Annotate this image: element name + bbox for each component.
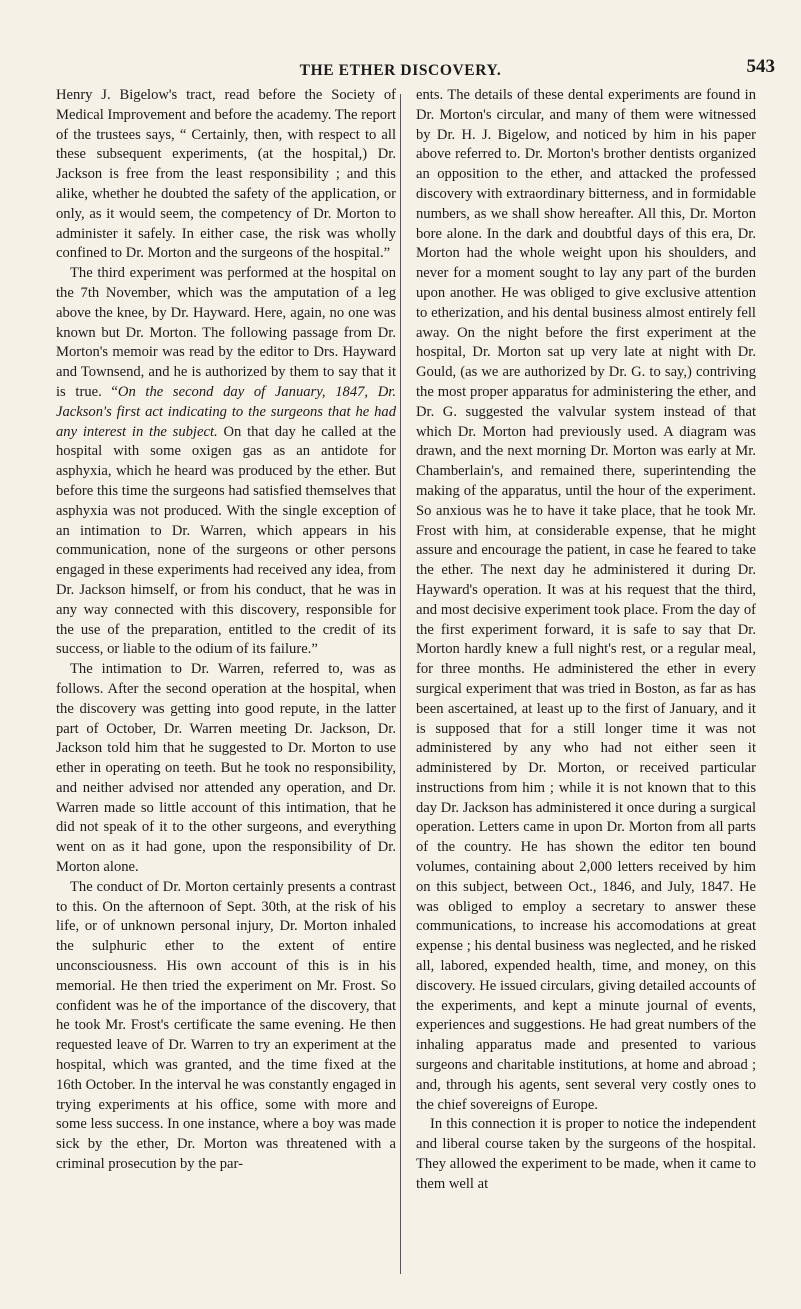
paragraph: In this connection it is proper to notice the independent and liberal course taken by the surgeons of the hospital. They allowed the experiment to be made, when it came to them well at bbox=[416, 1116, 756, 1192]
paragraph: The intimation to Dr. Warren, referred to, was as follows. After the second operation at the hospital, when the discovery was getting into good repute, in the latter part of October, Dr. Warren meeting Dr. Jackson, Dr. Jackson told him that he suggested to Dr. Morton to use ether in operating on teeth. But he took no responsibility, and neither advised nor attended any operation, and Dr. Warren made so little account of this intimation, that he did not speak of it to the other surgeons, and everything went on as it had gone, upon the responsibility of Dr. Morton alone. bbox=[56, 661, 396, 876]
paragraph: The conduct of Dr. Morton certainly presents a contrast to this. On the afternoon of Sept. 30th, at the risk of his life, or of unknown personal injury, Dr. Morton inhaled the sulphuric ether to the extent of entire unconsciousness. His own account of this is in his memorial. He then tried the experiment on Mr. Frost. So confident was he of the importance of the discovery, that he took Mr. Frost's certificate the same evening. He then requested leave of Dr. Warren to try an experiment at the hospital, which was granted, and the time fixed at the 16th October. In the interval he was constantly engaged in trying experiments at his office, some with more and some less success. In one instance, where a boy was made sick by the ether, Dr. Morton was threatened with a criminal prosecution by the par- bbox=[56, 878, 396, 1173]
left-column bbox=[56, 86, 396, 1296]
paragraph: ents. The details of these dental experiments are found in Dr. Morton's circular, and many of them were witnessed by Dr. H. J. Bigelow, and noticed by him in his paper above referred to. Dr. Morton's brother dentists organized an opposition to the ether, and attacked the professed discovery with extraordinary bitterness, and in formidable numbers, as we shall show hereafter. All this, Dr. Morton bore alone. In the dark and doubtful days of this era, Dr. Morton had the whole weight upon his shoulders, and never for a moment sought to lay any part of the burden upon another. He was obliged to give exclusive attention to etherization, and his dental business almost entirely fell away. On the night before the first experiment at the hospital, Dr. Morton sat up very late at night with Dr. Gould, (as we are authorized by Dr. G. to say,) contriving the most proper apparatus for administering the ether, and Dr. G. suggested the valvular system instead of that which Dr. Morton had previously used. A diagram was drawn, and the next morning Dr. Morton was early at Mr. Chamberlain's, and remained there, superintending the making of the apparatus, until the hour of the experiment. So anxious was he to have it take place, that he took Mr. Frost with him, at considerable expense, that he might assure and encourage the patient, in case he feared to take the ether. The next day he administered it during Dr. Hayward's operation. It was at his request that the third, and most decisive experiment took place. From the day of the first experiment forward, it is safe to say that Dr. Morton hardly knew a full night's rest, or a regular meal, for three months. He administered the ether in every surgical experiment that was tried in Boston, as far as has been ascertained, at least up to the first of January, and it is supposed that for a still longer time it was not administered by any who had not either seen it administered by Dr. Morton, or received particular instructions from him ; while it is not known that to this day Dr. Jackson has administered it once during a surgical operation. Letters came in upon Dr. Morton from all parts of the country. He has shown the editor ten bound volumes, containing about 2,000 letters received by him on this subject, between Oct., 1846, and July, 1847. He was obliged to employ a secretary to answer these communications, to increase his accomodations at great expense ; his dental business was neglected, and he risked all, labored, expended health, time, and money, on this discovery. He issued circulars, giving detailed accounts of the experiments, and kept a minute journal of events, experiences and suggestions. He had great numbers of the inhaling apparatus made and presented to various surgeons and charitable institutions, at home and abroad ; and, through his agents, sent several very costly ones to the chief sovereigns of Europe. bbox=[416, 87, 756, 1113]
paragraph bbox=[56, 264, 396, 660]
paragraph-text: On that day he called at the hospital with some oxigen gas as an antidote for asphyxia, which he heard was produced by the ether. But before this time the surgeons had satisfied themselves that asphyxia was not produced. With the single exception of an intimation to Dr. Warren, which appears in his communication, none of the surgeons or other persons engaged in these experiments had received any idea, from Dr. Jackson himself, or from his conduct, that he was in any way connected with this discovery, responsible for the use of the preparation, entitled to the credit of its success, or liable to the odium of its failure.” bbox=[56, 423, 396, 658]
paragraph-text: The third experiment was performed at the hospital on the 7th November, which was the amputation of a leg above the knee, by Dr. Hayward. Here, again, no one was known but Dr. Morton. The following passage from Dr. Morton's memoir was read by the editor to Drs. Hayward and Townsend, and he is authorized by them to say that it is true. “ bbox=[56, 265, 396, 400]
running-head bbox=[0, 56, 801, 82]
quoted-italic-text: On the second day of January, 1847, Dr. Jackson's first act indicating to the surgeons that he had any interest in the subject. bbox=[56, 383, 396, 440]
two-column-body bbox=[44, 86, 774, 1296]
paragraph: Henry J. Bigelow's tract, read before the Society of Medical Improvement and before the academy. The report of the trustees says, “ Certainly, then, with respect to all these subsequent experiments, (at the hospital,) Dr. Jackson is free from the least responsibility ; and this alike, whether he doubted the safety of the application, or only, as it would seem, the competency of Dr. Morton to administer it safely. In either case, the risk was wholly confined to Dr. Morton and the surgeons of the hospital.” bbox=[56, 87, 396, 262]
running-head-title: THE ETHER DISCOVERY. bbox=[299, 62, 502, 79]
column-divider bbox=[400, 94, 401, 1274]
page-number: 543 bbox=[746, 56, 775, 77]
right-column bbox=[416, 86, 756, 1296]
